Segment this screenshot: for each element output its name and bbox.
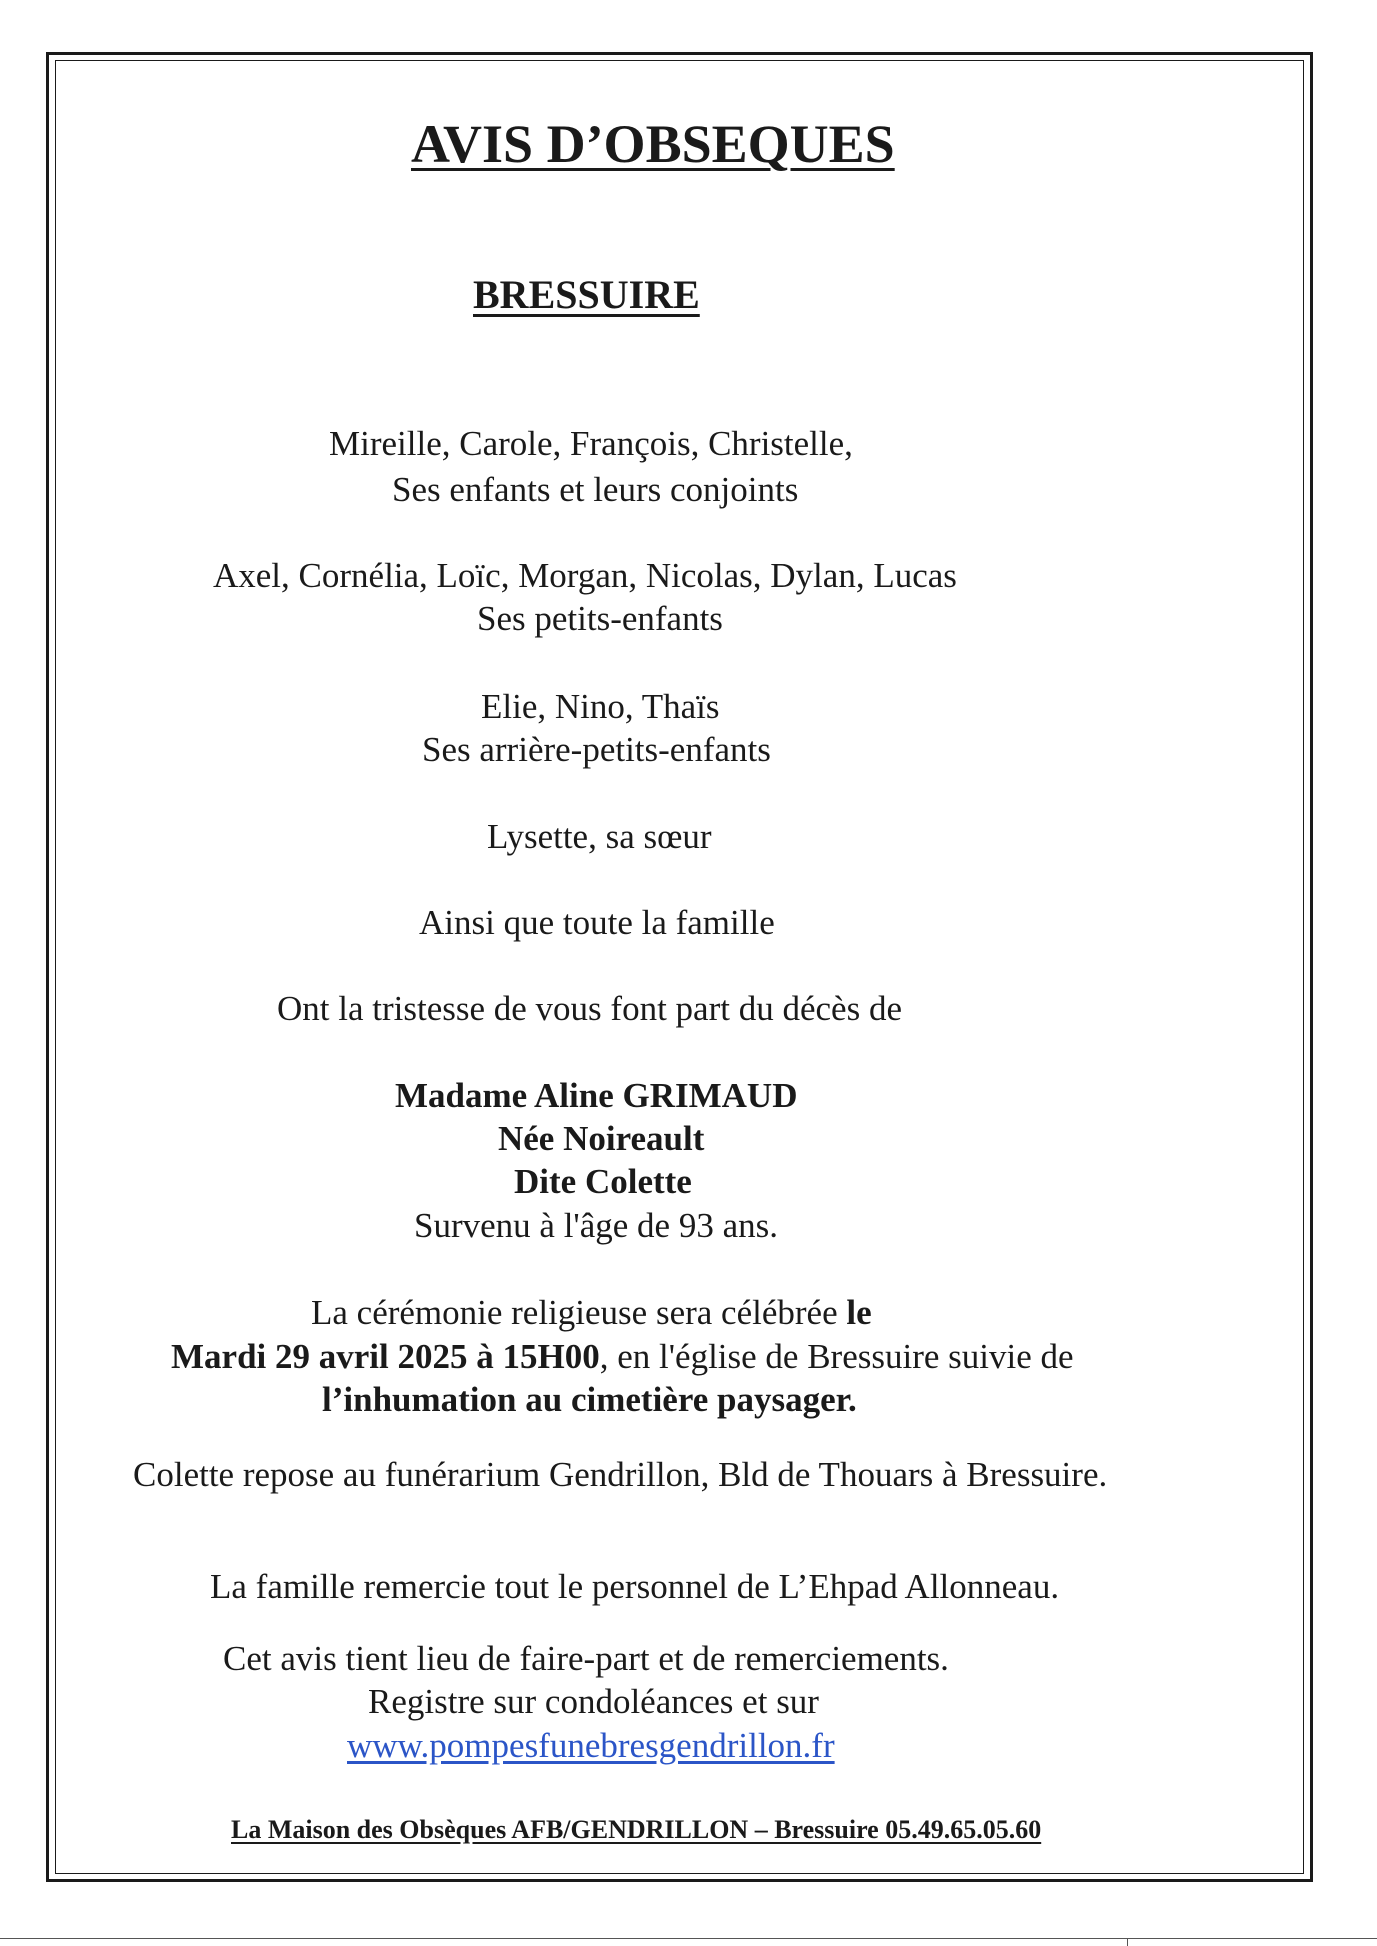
age-line: Survenu à l'âge de 93 ans. [414,1206,778,1245]
nickname: Dite Colette [514,1162,692,1201]
ceremony-line-1: La cérémonie religieuse sera célébrée le [311,1293,872,1332]
grandchildren-names: Axel, Cornélia, Loïc, Morgan, Nicolas, Dylan, Lucas [213,556,957,595]
ceremony-line-3: l’inhumation au cimetière paysager. [322,1380,857,1419]
sister-line: Lysette, sa sœur [487,817,712,856]
registry-line: Registre sur condoléances et sur [368,1682,819,1721]
great-grandchildren-names: Elie, Nino, Thaïs [481,687,720,726]
children-role: Ses enfants et leurs conjoints [392,470,799,509]
thanks-line: La famille remercie tout le personnel de L’Ehpad Allonneau. [210,1567,1060,1606]
family-line: Ainsi que toute la famille [419,903,775,942]
website-line [347,1725,887,1767]
website-link[interactable]: www.pompesfunebresgendrillon.fr [347,1726,835,1765]
document-title: AVIS D’OBSEQUES [411,114,895,174]
maiden-name: Née Noireault [498,1119,705,1158]
announcement-line: Ont la tristesse de vous font part du décès de [277,989,902,1028]
grandchildren-role: Ses petits-enfants [477,599,723,638]
ceremony-line-2: Mardi 29 avril 2025 à 15H00, en l'église de Bressuire suivie de [171,1337,1074,1376]
notice-line: Cet avis tient lieu de faire-part et de remerciements. [223,1639,949,1678]
great-grandchildren-role: Ses arrière-petits-enfants [422,730,771,769]
repose-line: Colette repose au funérarium Gendrillon, Bld de Thouars à Bressuire. [133,1455,1108,1494]
page-edge-tick [1127,1938,1128,1946]
deceased-name: Madame Aline GRIMAUD [395,1076,798,1115]
footer-line: La Maison des Obsèques AFB/GENDRILLON – Bressuire 05.49.65.05.60 [231,1815,1042,1844]
page-edge-line [0,1938,1377,1939]
children-names: Mireille, Carole, François, Christelle, [329,424,853,463]
city-heading: BRESSUIRE [473,272,700,317]
